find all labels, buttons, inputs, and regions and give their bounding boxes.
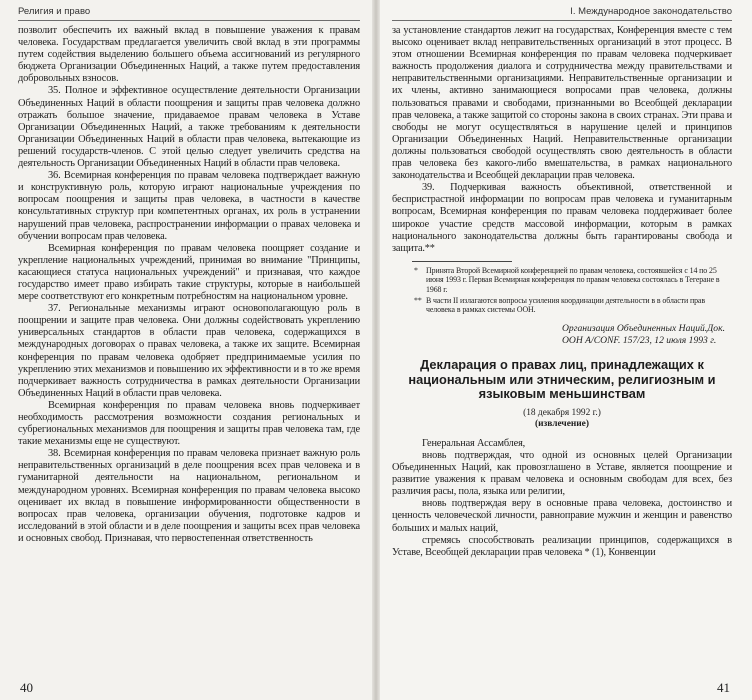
body-paragraph: Всемирная конференция по правам человека вновь подчеркивает необходимость рассмотрения возможности создания региональных и субрегиональных механизмов для поощрения и защиты прав человека там, где такие механизмы еще не существуют. [18,399,360,448]
source-citation: Организация Объединенных Наций.Док. ООН A/CONF. 157/23, 12 июля 1993 г. [562,322,725,346]
footnote-mark: * [414,265,418,275]
body-paragraph: 35. Полное и эффективное осуществление деятельности Организации Объединенных Наций в области поощрения и защиты прав человека должно отражать большое значение, придаваемое правам человека в Уставе Организации Объединенных Наций, а также требованиям к деятельности Организации Объединенных Наций в области прав человека, вытекающие из решений государств-членов. С этой целью следует увеличить средства на деятельность Организации Объединенных Наций в области прав человека. [18,85,360,170]
footnote-separator [412,261,512,262]
footnote-text: В части II излагаются вопросы усиления координации деятельности в в области прав человека в рамках системы ООН. [426,296,705,315]
book-gutter [372,0,380,700]
footnote [412,296,732,315]
body-paragraph: 38. Всемирная конференция по правам человека признает важную роль неправительственных организаций в деле поощрения всех прав человека и в гуманитарной деятельности на национальном, региональном и международном уровнях. Всемирная конференция по правам человека высоко оценивает их вклад в повышение информированности общественности в вопросах прав человека, организации обучения, подготовке кадров и исследований в этой области и в деле поощрения и защиты всех прав человека и основных свобод. Признавая, что первостепенная ответственность [18,448,360,544]
left-page [0,0,372,700]
declaration-date: (18 декабря 1992 г.) [523,407,601,418]
body-paragraph: позволит обеспечить их важный вклад в повышение уважения к правам человека. Государствам предлагается увеличить свой вклад в эти программы путем содействия выделению большего объема ассигнований из регулярного бюджета Организации Объединенных Наций, а также путем предоставления добровольных взносов. [18,25,360,85]
right-page [380,0,752,700]
page-number-right: 41 [717,680,730,695]
running-head-left: Религия и право [18,0,360,21]
body-paragraph: Всемирная конференция по правам человека поощряет создание и укрепление национальных учреждений, принимая во внимание "Принципы, касающиеся статуса национальных учреждений" и признавая, что каждое государство имеет право избирать такие структуры, которые в наибольшей мере соответствуют его конкретным потребностям на национальном уровне. [18,242,360,303]
declaration-subtitle: (извлечение) [535,418,589,429]
declaration-paragraph: стремясь способствовать реализации принципов, содержащихся в Уставе, Всеобщей декларации прав человека * (1), Конвенции [392,534,732,558]
declaration-title: Декларация о правах лиц, принадлежащих к национальным или этническим, религиозным и языковым меньшинствам [408,357,716,402]
declaration-paragraph: вновь подтверждая, что одной из основных целей Организации Объединенных Наций, как провозглашено в Уставе, является поощрение и развитие уважения к правам человека и основным свободам для всех, без различия расы, пола, языка или религии, [392,450,732,498]
body-paragraph: 39. Подчеркивая важность объективной, ответственной и беспристрастной информации по вопросам прав человека и гуманитарным вопросам, Всемирная конференция по правам человека поддерживает более широкое участие средств массовой информации, которым в рамках национального законодательства должны быть гарантированы свобода и защита.** [392,182,732,254]
body-paragraph: 36. Всемирная конференция по правам человека подтверждает важную и конструктивную роль, которую играют национальные учреждения по вопросам поощрения и защиты прав человека, в частности в качестве консультативных структур при компетентных органах, их роль в устранении нарушений прав человека, распространении информации о правах человека и обучении вопросам прав человека. [18,170,360,242]
body-paragraph: 37. Региональные механизмы играют основополагающую роль в поощрении и защите прав человека. Они должны содействовать укреплению универсальных стандартов в области прав человека, содержащихся в международных договорах о правах человека, а также их защите. Всемирная конференция по правам человека одобряет предпринимаемые усилия по укреплению этих механизмов и повышению их эффективности и в то же время подчеркивает важность сотрудничества в рамках деятельности Организации Объединенных Наций в области прав человека. [18,303,360,399]
running-head-right: I. Международное законодательство [392,0,732,21]
declaration-paragraph: Генеральная Ассамблея, [422,437,526,449]
page-number-left: 40 [20,680,33,695]
declaration-paragraph: вновь подтверждая веру в основные права человека, достоинство и ценность человеческой личности, равноправие мужчин и женщин и равенство больших и малых наций, [392,498,732,534]
footnote-text: Принята Второй Всемирной конференцией по правам человека, состоявшейся с 14 по 25 июня 1993 г. Первая Всемирная конференция по правам человека состоялась в Тегеране в 1968 г. [426,265,720,294]
footnote [412,266,732,294]
body-paragraph: за установление стандартов лежит на государствах, Конференция вместе с тем высоко оценивает вклад неправительственных организаций в этот процесс. В этом отношении Всемирная конференция по правам человека подчеркивает важность продолжения диалога и сотрудничества между правительствами и неправительственными организациями. Неправительственные организации и их члены, активно занимающиеся вопросами прав человека, должны пользоваться правами и свободами, признанными во Всеобщей декларации прав человека, а также защитой со стороны закона в своих странах. Эти права и свободы не могут осуществляться в нарушение целей и принципов Организации Объединенных Наций. Неправительственные организации должны пользоваться свободой осуществлять свою деятельность в области прав человека без какого-либо вмешательства, в рамках национального законодательства и Всеобщей декларации прав человека. [392,25,732,182]
footnote-mark: ** [414,296,422,305]
